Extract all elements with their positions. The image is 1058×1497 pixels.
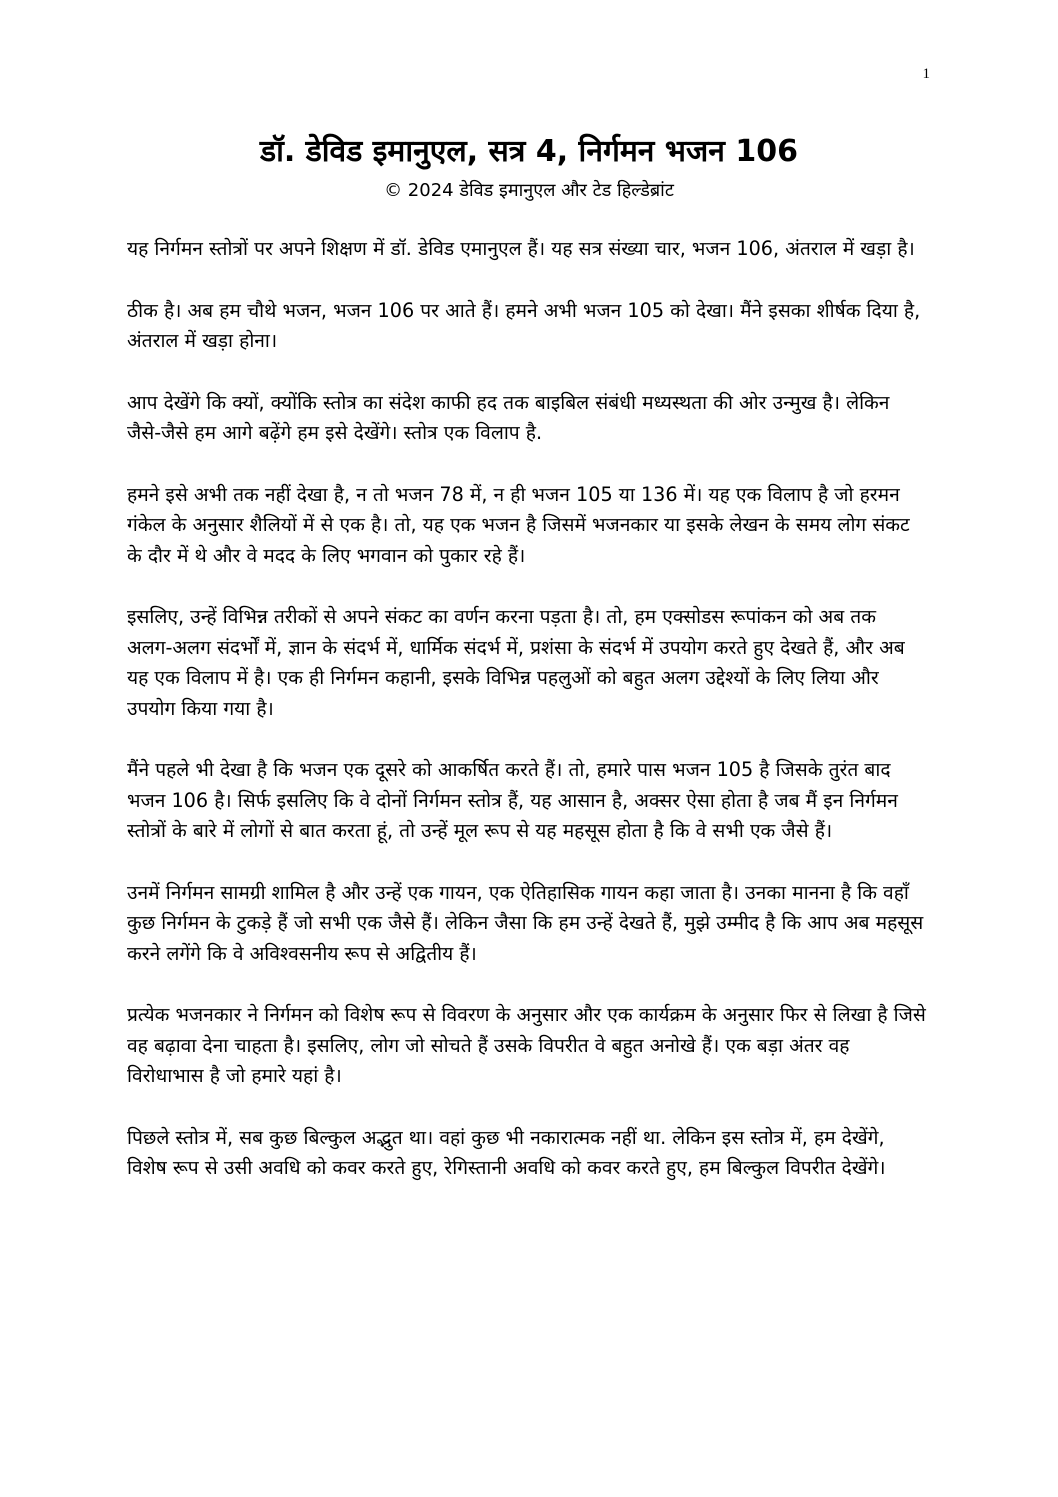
paragraph: हमने इसे अभी तक नहीं देखा है, न तो भजन 78 में, न ही भजन 105 या 136 में। यह एक विलाप है जो हरमन गंकेल के अनुसार शैलियों में से एक है। तो, यह एक भजन है जिसमें भजनकार या इसके लेखन के समय लोग संकट के दौर में थे और वे मदद के लिए भगवान को पुकार रहे हैं।: [127, 482, 910, 567]
copyright-line: © 2024 डेविड इमानुएल और टेड हिल्डेब्रांट: [384, 180, 674, 201]
paragraph: आप देखेंगे कि क्यों, क्योंकि स्तोत्र का संदेश काफी हद तक बाइबिल संबंधी मध्यस्थता की ओर उन्मुख है। लेकिन जैसे-जैसे हम आगे बढ़ेंगे हम इसे देखेंगे। स्तोत्र एक विलाप है.: [127, 390, 890, 444]
paragraph: प्रत्येक भजनकार ने निर्गमन को विशेष रूप से विवरण के अनुसार और एक कार्यक्रम के अनुसार फिर से लिखा है जिसे वह बढ़ावा देना चाहता है। इसलिए, लोग जो सोचते हैं उसके विपरीत वे बहुत अनोखे हैं। एक बड़ा अंतर वह विरोधाभास है जो हमारे यहां है।: [127, 1003, 926, 1087]
page-number: 1: [922, 66, 930, 82]
paragraph: इसलिए, उन्हें विभिन्न तरीकों से अपने संकट का वर्णन करना पड़ता है। तो, हम एक्सोडस रूपांकन को अब तक अलग-अलग संदर्भों में, ज्ञान के संदर्भ में, धार्मिक संदर्भ में, प्रशंसा के संदर्भ में उपयोग करते हुए देखते हैं, और अब यह एक विलाप में है। एक ही निर्गमन कहानी, इसके विभिन्न पहलुओं को बहुत अलग उद्देश्यों के लिए लिया और उपयोग किया गया है।: [127, 605, 905, 720]
paragraph: मैंने पहले भी देखा है कि भजन एक दूसरे को आकर्षित करते हैं। तो, हमारे पास भजन 105 है जिसके तुरंत बाद भजन 106 है। सिर्फ इसलिए कि वे दोनों निर्गमन स्तोत्र हैं, यह आसान है, अक्सर ऐसा होता है जब मैं इन निर्गमन स्तोत्रों के बारे में लोगों से बात करता हूं, तो उन्हें मूल रूप से यह महसूस होता है कि वे सभी एक जैसे हैं।: [127, 758, 898, 842]
paragraph: यह निर्गमन स्तोत्रों पर अपने शिक्षण में डॉ. डेविड एमानुएल हैं। यह सत्र संख्या चार, भजन 106, अंतराल में खड़ा है।: [127, 237, 915, 260]
paragraph: ठीक है। अब हम चौथे भजन, भजन 106 पर आते हैं। हमने अभी भजन 105 को देखा। मैंने इसका शीर्षक दिया है, अंतराल में खड़ा होना।: [127, 298, 921, 352]
document-title: डॉ. डेविड इमानुएल, सत्र 4, निर्गमन भजन 106: [260, 134, 798, 169]
paragraph: पिछले स्तोत्र में, सब कुछ बिल्कुल अद्भुत था। वहां कुछ भी नकारात्मक नहीं था. लेकिन इस स्तोत्र में, हम देखेंगे, विशेष रूप से उसी अवधि को कवर करते हुए, रेगिस्तानी अवधि को कवर करते हुए, हम बिल्कुल विपरीत देखेंगे।: [127, 1125, 886, 1179]
paragraph: उनमें निर्गमन सामग्री शामिल है और उन्हें एक गायन, एक ऐतिहासिक गायन कहा जाता है। उनका मानना है कि वहाँ कुछ निर्गमन के टुकड़े हैं जो सभी एक जैसे हैं। लेकिन जैसा कि हम उन्हें देखते हैं, मुझे उम्मीद है कि आप अब महसूस करने लगेंगे कि वे अविश्वसनीय रूप से अद्वितीय हैं।: [127, 880, 924, 965]
document-body: [127, 234, 927, 1215]
